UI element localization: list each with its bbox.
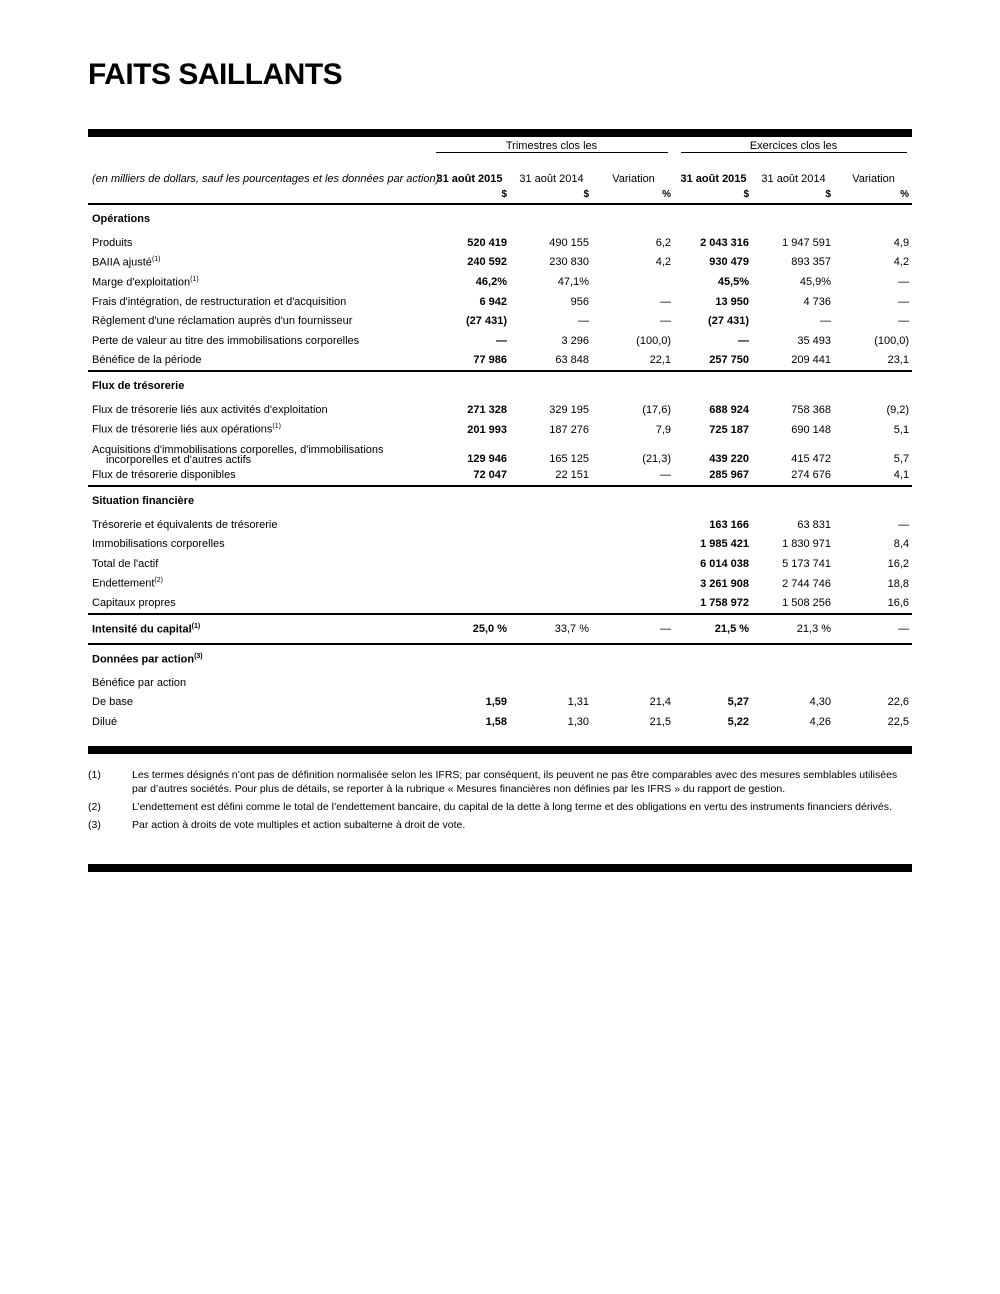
section-heading	[88, 614, 428, 644]
value-cell: 3 296	[561, 334, 589, 347]
value-cell: 7,9	[655, 423, 672, 436]
value-cell: 230 830	[549, 256, 589, 269]
group-years	[674, 137, 912, 155]
unit-label: $	[428, 185, 510, 204]
value-cell	[510, 515, 592, 535]
value-cell: 285 967	[674, 465, 752, 486]
value-cell: 490 155	[549, 236, 589, 249]
value-cell: 18,8	[887, 577, 910, 590]
value-cell: (27 431)	[466, 315, 507, 328]
value-cell	[592, 272, 674, 292]
value-cell	[428, 554, 510, 574]
table-row	[88, 535, 912, 555]
row-label	[88, 331, 428, 351]
table-description: (en milliers de dollars, sauf les pourcentages et les données par action)	[92, 173, 440, 185]
value-cell: —	[496, 334, 507, 347]
value-cell: 3 261 908	[700, 577, 750, 590]
row-label-text: Perte de valeur au titre des immobilisations corporelles	[92, 334, 360, 347]
unit-label: $	[674, 185, 752, 204]
value-cell	[592, 515, 674, 535]
value-cell: 23,1	[834, 351, 912, 372]
row-label	[88, 311, 428, 331]
row-label	[88, 465, 428, 486]
value-cell: 520 419	[467, 236, 507, 249]
value-cell: (17,6)	[642, 403, 672, 416]
row-label	[88, 515, 428, 535]
value-cell: 1 985 421	[700, 538, 750, 551]
footnote-ref: (1)	[151, 256, 161, 264]
value-cell: 930 479	[709, 256, 750, 269]
section-heading	[88, 644, 912, 673]
subtitle-row	[88, 673, 912, 693]
value-cell: 6,2	[655, 236, 672, 249]
footnote-text: L’endettement est défini comme le total de l’endettement bancaire, du capital de la dette à long terme et des obligations en vertu des instruments financiers dérivés.	[132, 801, 892, 813]
value-cell: 5,1	[893, 423, 910, 436]
row-label-text-continued: incorporelles et d'autres actifs	[106, 454, 252, 467]
footnote-number: (1)	[88, 769, 101, 781]
column-header: 31 août 2014	[519, 173, 584, 185]
footnote-ref: (1)	[190, 275, 199, 283]
value-cell: 1 758 972	[674, 593, 752, 614]
value-cell: (21,3)	[642, 453, 672, 466]
value-cell: 22,5	[887, 715, 910, 728]
row-label	[88, 420, 428, 440]
financial-highlights-table	[88, 137, 912, 732]
value-cell	[510, 554, 592, 574]
row-label	[88, 574, 428, 594]
footnote-ref: (2)	[154, 577, 163, 585]
value-cell: 163 166	[709, 518, 750, 531]
value-cell: 22,6	[887, 696, 910, 709]
row-label-text: Flux de trésorerie disponibles	[92, 469, 236, 482]
value-cell: 1,31	[567, 696, 589, 709]
value-cell: 2 043 316	[700, 236, 750, 249]
value-cell: —	[898, 518, 910, 531]
unit-label: $	[510, 185, 592, 204]
value-cell	[510, 535, 592, 555]
value-cell	[592, 593, 674, 614]
value-cell: 16,2	[887, 557, 910, 570]
value-cell: 4,30	[809, 696, 832, 709]
table-row	[88, 574, 912, 594]
value-cell	[428, 515, 510, 535]
header-spacer	[88, 137, 428, 155]
value-cell	[510, 574, 592, 594]
value-cell: 129 946	[467, 453, 507, 466]
value-cell: 5,22	[727, 715, 750, 728]
value-cell: 21,5	[649, 715, 672, 728]
table-row	[88, 272, 912, 292]
row-label-text: Marge d'exploitation	[92, 276, 191, 289]
value-cell: 758 368	[791, 403, 832, 416]
row-label-text: Immobilisations corporelles	[92, 538, 225, 551]
row-label	[88, 693, 428, 713]
value-cell: —	[660, 295, 672, 308]
value-cell: 6 942	[479, 295, 507, 308]
footnotes	[88, 768, 912, 836]
column-header: Variation	[852, 173, 895, 185]
value-cell: 688 924	[709, 403, 750, 416]
top-rule	[88, 129, 912, 137]
row-label-text: Acquisitions d'immobilisations corporelles, d'immobilisations	[92, 444, 384, 457]
value-cell: 8,4	[893, 538, 910, 551]
row-label-text: Endettement	[92, 577, 155, 590]
section-title: Flux de trésorerie	[92, 380, 185, 393]
value-cell: 45,5%	[717, 275, 750, 288]
section-heading	[88, 371, 912, 400]
header-columns-row	[88, 155, 912, 185]
value-cell	[592, 574, 674, 594]
value-cell: —	[834, 614, 912, 644]
value-cell: 21,3 %	[752, 614, 834, 644]
section-heading-row	[88, 486, 912, 515]
value-cell: 77 986	[428, 351, 510, 372]
row-label-text: Flux de trésorerie liés aux activités d'exploitation	[92, 403, 328, 416]
section-heading-row	[88, 204, 912, 233]
value-cell: 4 736	[803, 295, 832, 308]
value-cell: 5,7	[893, 453, 910, 466]
row-label	[88, 351, 428, 372]
value-cell: 22 151	[510, 465, 592, 486]
value-cell: (100,0)	[636, 334, 672, 347]
value-cell: 187 276	[549, 423, 589, 436]
section-heading-row	[88, 644, 912, 673]
value-cell: —	[898, 315, 910, 328]
value-cell: 415 472	[791, 453, 832, 466]
table-row	[88, 712, 912, 732]
value-cell: —	[592, 465, 674, 486]
group-quarters-label: Trimestres clos les	[436, 140, 668, 153]
row-label-text: Bénéfice de la période	[92, 354, 202, 367]
value-cell	[592, 535, 674, 555]
group-quarters	[428, 137, 674, 155]
row-label	[88, 535, 428, 555]
value-cell: 4,1	[834, 465, 912, 486]
value-cell	[428, 574, 510, 594]
row-label-text: Total de l'actif	[92, 557, 159, 570]
section-title: Données par action	[92, 653, 195, 666]
row-label-text: Règlement d'une réclamation auprès d'un fournisseur	[92, 315, 353, 328]
units-spacer	[88, 185, 428, 204]
value-cell: 257 750	[674, 351, 752, 372]
value-cell	[428, 535, 510, 555]
value-cell: 690 148	[791, 423, 832, 436]
row-label	[88, 233, 428, 253]
table-row	[88, 693, 912, 713]
value-cell: 21,4	[649, 696, 672, 709]
footnote-ref: (1)	[191, 622, 201, 630]
row-label-text: Trésorerie et équivalents de trésorerie	[92, 518, 278, 531]
value-cell: —	[898, 275, 910, 288]
row-label	[88, 712, 428, 732]
table-row	[88, 554, 912, 574]
row-label	[88, 439, 428, 465]
value-cell: 22,1	[592, 351, 674, 372]
row-label-text: De base	[92, 696, 133, 709]
table-bottom-rule	[88, 746, 912, 754]
footnote-number: (3)	[88, 819, 101, 831]
value-cell	[510, 593, 592, 614]
value-cell: 5 173 741	[782, 557, 832, 570]
value-cell: 46,2%	[475, 275, 507, 288]
unit-label: %	[834, 185, 912, 204]
table-row	[88, 292, 912, 312]
column-header: 31 août 2014	[761, 173, 826, 185]
footnote-ref: (3)	[194, 652, 203, 660]
value-cell: (9,2)	[886, 403, 910, 416]
footnote	[88, 768, 912, 796]
value-cell: 4,26	[809, 715, 832, 728]
value-cell: 72 047	[428, 465, 510, 486]
table-row	[88, 233, 912, 253]
row-label-text: Produits	[92, 236, 133, 249]
section-title: Intensité du capital	[92, 623, 192, 636]
unit-label: $	[752, 185, 834, 204]
row-label-text: BAIIA ajusté	[92, 256, 152, 269]
value-cell: 47,1%	[557, 275, 589, 288]
value-cell: 1 830 971	[782, 538, 832, 551]
value-cell: —	[660, 315, 672, 328]
value-cell: 35 493	[797, 334, 832, 347]
value-cell: 63 848	[510, 351, 592, 372]
table-row	[88, 593, 912, 614]
value-cell: 274 676	[752, 465, 834, 486]
value-cell: —	[820, 315, 832, 328]
value-cell: (100,0)	[874, 334, 910, 347]
footnote-text: Par action à droits de vote multiples et action subalterne à droit de vote.	[132, 819, 466, 831]
value-cell: 45,9%	[799, 275, 832, 288]
value-cell: —	[592, 614, 674, 644]
value-cell: 1,59	[485, 696, 507, 709]
header-group-row	[88, 137, 912, 155]
row-label	[88, 554, 428, 574]
value-cell: 6 014 038	[700, 557, 750, 570]
value-cell: 201 993	[467, 423, 507, 436]
value-cell	[592, 554, 674, 574]
row-label-text: Capitaux propres	[92, 597, 176, 610]
footnote-ref: (1)	[272, 423, 281, 431]
value-cell: —	[738, 334, 750, 347]
value-cell: 33,7 %	[510, 614, 592, 644]
value-cell: —	[578, 315, 589, 328]
table-row	[88, 439, 912, 465]
value-cell: 5,27	[727, 696, 750, 709]
section-heading	[88, 486, 912, 515]
table-row	[88, 253, 912, 273]
value-cell: 956	[570, 295, 589, 308]
header-units-row	[88, 185, 912, 204]
row-label	[88, 593, 428, 614]
value-cell: 4,2	[893, 256, 910, 269]
row-label-text: Frais d'intégration, de restructuration et d'acquisition	[92, 295, 347, 308]
section-title: Situation financière	[92, 494, 195, 507]
table-row	[88, 420, 912, 440]
row-label-text: Flux de trésorerie liés aux opérations	[92, 423, 273, 436]
group-years-label: Exercices clos les	[681, 140, 907, 153]
footnote-text: Les termes désignés n’ont pas de définition normalisée selon les IFRS; par conséquent, ils peuvent ne pas être comparables avec des mesures semblables utilisées par d’autres sociétés. Pour plus de détails, se reporter à la rubrique « Mesures financières non définies par les IFRS » du rapport de gestion.	[132, 769, 898, 795]
value-cell: 329 195	[549, 403, 589, 416]
value-cell: 271 328	[467, 403, 507, 416]
value-cell: 4,2	[655, 256, 672, 269]
page-title: FAITS SAILLANTS	[88, 58, 343, 91]
value-cell: 13 950	[715, 295, 750, 308]
row-label	[88, 272, 428, 292]
row-label-text: Dilué	[92, 715, 118, 728]
column-header: 31 août 2015	[436, 173, 503, 185]
value-cell: 25,0 %	[428, 614, 510, 644]
value-cell: 209 441	[752, 351, 834, 372]
table-row	[88, 351, 912, 372]
section-heading-row	[88, 371, 912, 400]
value-cell: 1 508 256	[752, 593, 834, 614]
footnote	[88, 818, 912, 832]
footer-rule	[88, 864, 912, 872]
column-header: Variation	[612, 173, 655, 185]
value-cell: 725 187	[709, 423, 750, 436]
value-cell: 16,6	[834, 593, 912, 614]
value-cell: (27 431)	[708, 315, 750, 328]
footnote	[88, 800, 912, 814]
capital-intensity-row	[88, 614, 912, 644]
section-subtitle: Bénéfice par action	[92, 676, 187, 689]
section-title: Opérations	[92, 213, 151, 225]
value-cell: 1,30	[567, 715, 589, 728]
value-cell: 439 220	[709, 453, 750, 466]
value-cell: 63 831	[797, 518, 832, 531]
table-row	[88, 400, 912, 420]
footnote-number: (2)	[88, 801, 101, 813]
value-cell: 1 947 591	[782, 236, 832, 249]
value-cell: 2 744 746	[782, 577, 832, 590]
row-label	[88, 292, 428, 312]
table-row	[88, 311, 912, 331]
row-label	[88, 253, 428, 273]
column-header: 31 août 2015	[680, 173, 747, 185]
value-cell	[428, 593, 510, 614]
value-cell: 165 125	[549, 453, 589, 466]
table-row	[88, 515, 912, 535]
value-cell: 893 357	[791, 256, 832, 269]
value-cell: 240 592	[467, 256, 507, 269]
value-cell: 1,58	[485, 715, 507, 728]
value-cell: —	[898, 295, 910, 308]
table-row	[88, 465, 912, 486]
value-cell: 21,5 %	[674, 614, 752, 644]
table-row	[88, 331, 912, 351]
value-cell: 4,9	[893, 236, 910, 249]
section-heading	[88, 204, 912, 233]
unit-label: %	[592, 185, 674, 204]
row-label	[88, 400, 428, 420]
